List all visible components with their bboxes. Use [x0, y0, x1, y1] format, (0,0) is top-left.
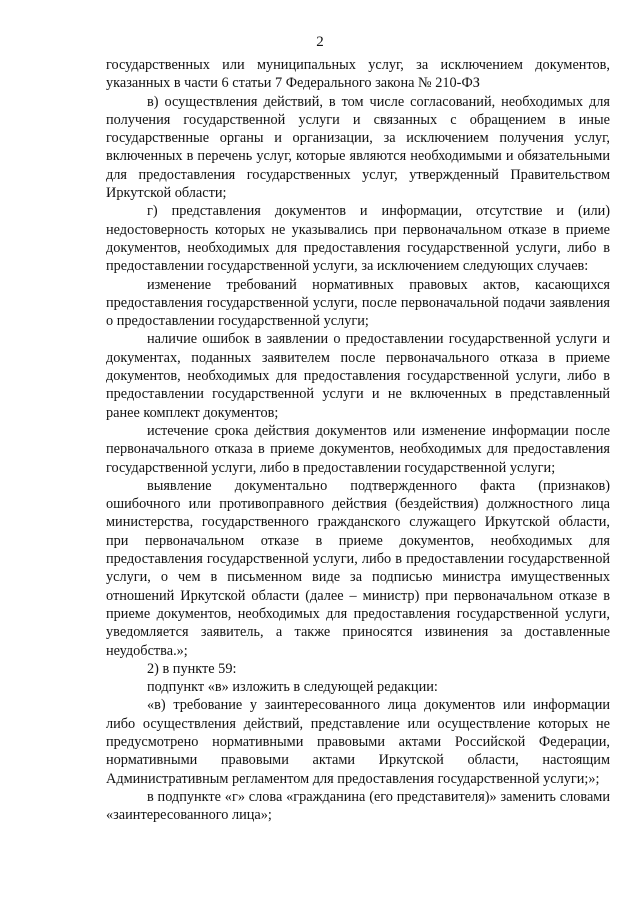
- paragraph-point-59: 2) в пункте 59:: [147, 660, 237, 677]
- paragraph-subpoint-v-text: «в) требование у заинтересованного лица документов или информации либо осуществления действий, представление или осуществление которых не предусмотрено нормативными правовыми актами Российской Федерации, нормативными правовыми актами Иркутской области, настоящим Административным регламентом для предоставления государственной услуги;»;: [106, 697, 610, 787]
- paragraph-case-expiry: истечение срока действия документов или изменение информации после первоначального отказа в приеме документов, необходимых для предоставления государственной услуги, либо в предоставлении государственной услуги;: [106, 422, 610, 476]
- document-body: [106, 56, 610, 824]
- paragraph-case-requirements-change: изменение требований нормативных правовых актов, касающихся предоставления государственной услуги, после первоначальной подачи заявления о предоставлении государственной услуги;: [106, 276, 610, 330]
- paragraph-subpoint-g: в подпункте «г» слова «гражданина (его представителя)» заменить словами «заинтересованного лица»;: [106, 788, 610, 824]
- page-number: 2: [316, 34, 324, 50]
- paragraph-item-g: г) представления документов и информации, отсутствие и (или) недостоверность которых не указывались при первоначальном отказе в приеме документов, необходимых для предоставления государственной услуги, либо в предоставлении государственной услуги, за исключением следующих случаев:: [106, 203, 610, 275]
- paragraph-subpoint-v-heading: подпункт «в» изложить в следующей редакции:: [147, 679, 438, 696]
- paragraph-item-v: в) осуществления действий, в том числе согласований, необходимых для получения государственной услуги и связанных с обращением в иные государственные органы и организации, за исключением получения услуг, включенных в перечень услуг, которые являются необходимыми и обязательными для предоставления государственных услуг, утвержденный Правительством Иркутской области;: [106, 93, 610, 202]
- paragraph-case-official-error: выявление документально подтвержденного факта (признаков) ошибочного или противоправного действия (бездействия) должностного лица министерства, государственного гражданского служащего Иркутской области, при первоначальном отказе в приеме документов, необходимых для предоставления государственной услуги, либо в предоставлении государственной услуги, о чем в письменном виде за подписью министра имущественных отношений Иркутской области (далее – министр) при первоначальном отказе в приеме документов, необходимых для предоставления государственной услуги, уведомляется заявитель, а также приносятся извинения за доставленные неудобства.»;: [106, 477, 610, 659]
- paragraph-case-errors: наличие ошибок в заявлении о предоставлении государственной услуги и документах, поданных заявителем после первоначального отказа в приеме документов, необходимых для предоставления государственной услуги, либо в предоставлении государственной услуги и не включенных в представленный ранее комплект документов;: [106, 331, 610, 421]
- paragraph-intro-continuation: государственных или муниципальных услуг, за исключением документов, указанных в части 6 статьи 7 Федерального закона № 210-ФЗ: [106, 57, 610, 92]
